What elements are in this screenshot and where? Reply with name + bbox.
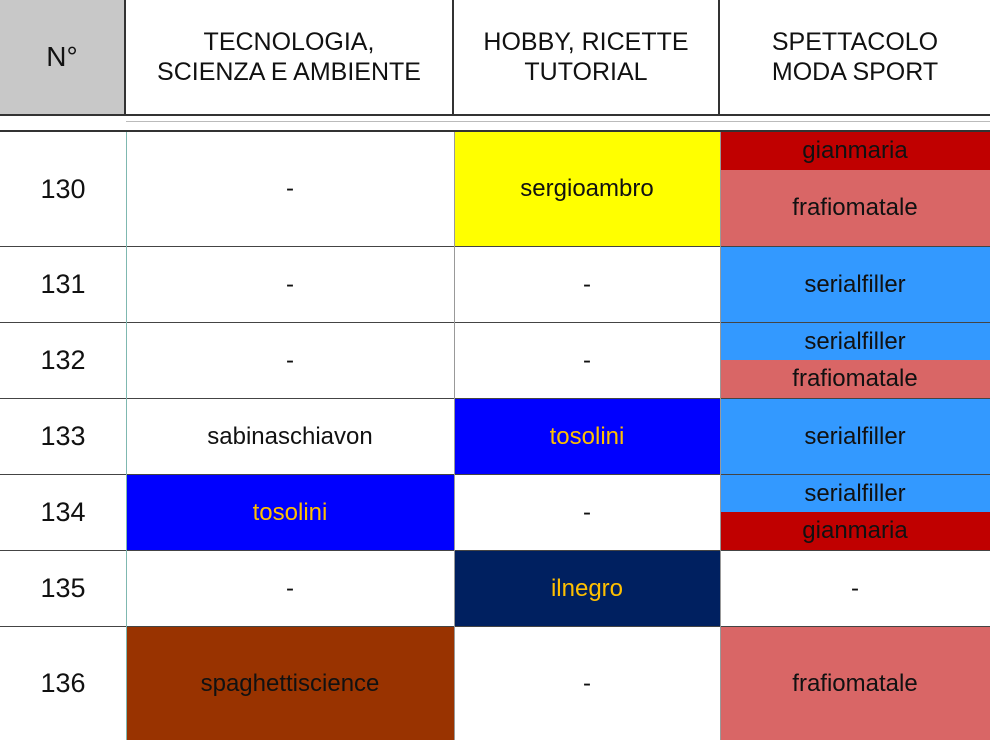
row-131-spettacolo: serialfiller <box>720 247 990 322</box>
row-130-hobby: sergioambro <box>454 132 720 246</box>
row-132-tecnologia: - <box>286 346 294 374</box>
row-134-number: 134 <box>40 497 86 527</box>
header-tecnologia-line1: TECNOLOGIA, <box>203 28 375 56</box>
header-tecnologia <box>126 0 454 114</box>
header-gap <box>0 116 990 130</box>
row-132-hobby: - <box>583 346 591 374</box>
row-135-hobby: ilnegro <box>454 551 720 626</box>
row-134-spettacolo-2: gianmaria <box>720 512 990 550</box>
row-130-tecnologia: - <box>286 175 294 202</box>
row-136-spettacolo: frafiomatale <box>720 627 990 740</box>
row-134-hobby: - <box>583 498 591 526</box>
row-133-tecnologia: sabinaschiavon <box>207 422 373 450</box>
header-tecnologia-line2: SCIENZA E AMBIENTE <box>157 58 421 86</box>
row-136-tecnologia: spaghettiscience <box>126 627 454 740</box>
row-134-tecnologia: tosolini <box>126 475 454 550</box>
header-hobby-line1: HOBBY, RICETTE <box>483 28 689 56</box>
header-spettacolo-line2: MODA SPORT <box>771 58 939 86</box>
header-hobby <box>454 0 720 114</box>
header-spettacolo <box>720 0 990 114</box>
row-131-tecnologia: - <box>286 270 294 298</box>
header-number: N° <box>0 0 126 114</box>
row-135-spettacolo: - <box>851 574 859 602</box>
row-131-hobby: - <box>583 270 591 298</box>
row-136-number: 136 <box>40 668 86 698</box>
row-135-number: 135 <box>40 573 86 603</box>
row-134-spettacolo-1: serialfiller <box>720 475 990 512</box>
row-130-spettacolo-1: gianmaria <box>720 132 990 170</box>
row-133-number: 133 <box>40 421 86 451</box>
column-divider <box>454 132 455 740</box>
row-133-spettacolo: serialfiller <box>720 399 990 474</box>
row-132-spettacolo-1: serialfiller <box>720 323 990 360</box>
row-133-hobby: tosolini <box>454 399 720 474</box>
row-132-spettacolo-2: frafiomatale <box>720 360 990 398</box>
header-gap-line <box>126 121 990 122</box>
row-135-tecnologia: - <box>286 574 294 602</box>
header-spettacolo-line1: SPETTACOLO <box>771 28 939 56</box>
row-131-number: 131 <box>40 269 86 299</box>
column-divider <box>720 132 721 740</box>
header-hobby-line2: TUTORIAL <box>524 58 648 86</box>
row-136-hobby: - <box>583 669 591 697</box>
row-132-number: 132 <box>40 345 86 375</box>
row-130-spettacolo-2: frafiomatale <box>720 170 990 246</box>
column-divider <box>126 132 127 740</box>
row-130-number: 130 <box>40 173 86 204</box>
